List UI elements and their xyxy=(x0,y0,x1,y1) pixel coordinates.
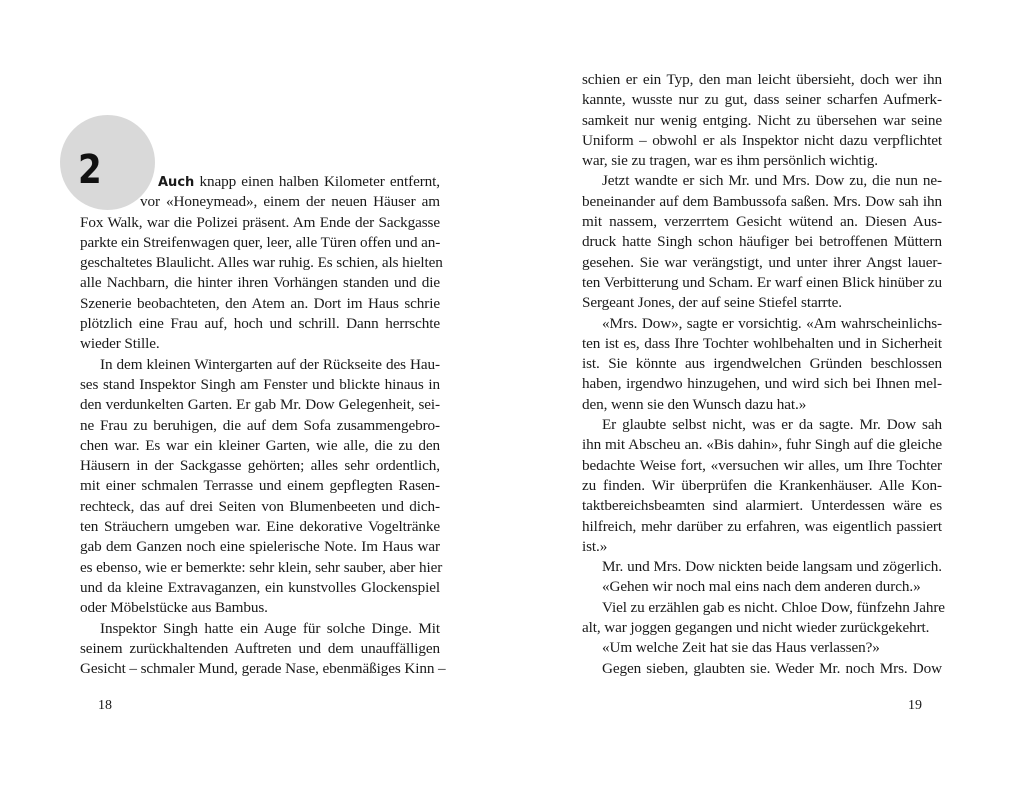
right-lines xyxy=(582,70,945,679)
text-line: Mr. und Mrs. Dow nickten beide langsam und zögerlich. xyxy=(602,558,942,576)
text-line: In dem kleinen Wintergarten auf der Rückseite des Hau- xyxy=(100,355,440,373)
text-line: haben, irgendwo hinzugehen, und wird sich bei Ihnen mel- xyxy=(582,375,942,393)
text-line: hilfreich, mehr darüber zu erfahren, was eigentlich passiert xyxy=(582,517,942,535)
text-line: den, wenn sie den Wunsch dazu hat.» xyxy=(582,395,807,413)
text-line: «Gehen wir noch mal eins nach dem anderen durch.» xyxy=(602,578,921,596)
chapter-lead-word: Auch xyxy=(158,175,195,190)
text-line: es ebenso, wie er bemerkte: sehr klein, sehr sauber, aber hier xyxy=(80,558,443,576)
text-line: Sergeant Jones, der auf seine Stiefel starrte. xyxy=(582,294,842,312)
text-line: vor «Honeymead», einem der neuen Häuser am xyxy=(140,193,440,211)
text-line: rechteck, das auf drei Seiten von Blumenbeeten und dich- xyxy=(80,497,440,515)
text-line: Häusern in der Sackgasse gehörten; alles sehr ordentlich, xyxy=(80,457,440,475)
text-line: wieder Stille. xyxy=(80,335,160,353)
text-line: ten Verbitterung und Scham. Er warf einen Blick hinüber zu xyxy=(582,273,942,291)
text-line: Jetzt wandte er sich Mr. und Mrs. Dow zu, die nun ne- xyxy=(602,172,942,190)
text-line: taktbereichsbeamten sind alarmiert. Unterdessen wäre es xyxy=(582,497,942,515)
text-line: geschaltetes Blaulicht. Alles war ruhig. Es schien, als hielten xyxy=(80,254,443,272)
text-line: chen war. Es war ein kleiner Garten, wie alle, die zu den xyxy=(80,436,440,454)
left-lines xyxy=(80,192,446,679)
text-line: mit einer schmalen Terrasse und einem gepflegten Rasen- xyxy=(80,477,440,495)
text-line: ist.» xyxy=(582,537,608,555)
text-line: ten ist es, dass Ihre Tochter wohlbehalten und in Sicherheit xyxy=(582,334,942,352)
left-page-text xyxy=(80,172,446,679)
text-line: «Mrs. Dow», sagte er vorsichtig. «Am wahrscheinlichs- xyxy=(602,314,942,332)
text-line: ten Sträuchern umgeben war. Eine dekorative Vogeltränke xyxy=(80,518,440,536)
text-line: Inspektor Singh hatte ein Auge für solche Dinge. Mit xyxy=(100,619,440,637)
text-line: ihn mit Abscheu an. «Bis dahin», fuhr Singh auf die gleiche xyxy=(582,436,942,454)
text-line: Gesicht – schmaler Mund, gerade Nase, ebenmäßiges Kinn – xyxy=(80,660,446,678)
text-line: den verdunkelten Garten. Er gab Mr. Dow Gelegenheit, sei- xyxy=(80,396,440,414)
text-line: beneinander auf dem Bambussofa saßen. Mrs. Dow sah ihn xyxy=(582,192,942,210)
text-line xyxy=(80,172,440,192)
text-line: zu finden. Wir überprüfen die Krankenhäuser. Alle Kon- xyxy=(582,476,942,494)
text-line: Viel zu erzählen gab es nicht. Chloe Dow, fünfzehn Jahre xyxy=(602,598,945,616)
text-line: ne Frau zu beruhigen, die auf dem Sofa zusammengebro- xyxy=(80,416,440,434)
text-line: oder Möbelstücke aus Bambus. xyxy=(80,599,268,617)
page-number-left: 18 xyxy=(98,698,112,713)
text-line: «Um welche Zeit hat sie das Haus verlassen?» xyxy=(602,639,880,657)
text-line: Szenerie beobachteten, den Atem an. Dort im Haus schrie xyxy=(80,294,440,312)
text-line: war, sie zu tragen, war es ihm persönlich wichtig. xyxy=(582,152,878,170)
text-line: bedachte Weise fort, «versuchen wir alles, um Ihre Tochter xyxy=(582,456,942,474)
text-line: und da kleine Extravaganzen, ein kunstvolles Glockenspiel xyxy=(80,578,440,596)
page-number-right: 19 xyxy=(908,698,922,713)
text-line: schien er ein Typ, den man leicht übersieht, doch wer ihn xyxy=(582,71,942,88)
text-line: plötzlich eine Frau auf, hoch und schrill. Dann herrschte xyxy=(80,315,440,333)
text-line: Gegen sieben, glaubten sie. Weder Mr. noch Mrs. Dow xyxy=(602,659,942,677)
text-line: gesehen. Sie war verängstigt, und unter ihrer Angst lauer- xyxy=(582,253,942,271)
text-line: ses stand Inspektor Singh am Fenster und blickte hinaus in xyxy=(80,375,440,393)
chapter-number: 2 xyxy=(78,147,102,193)
right-page xyxy=(510,0,1020,794)
text-line: samkeit nur wenig entging. Nicht zu übersehen war seine xyxy=(582,111,942,129)
text-line: alt, war joggen gegangen und nicht wieder zurückgekehrt. xyxy=(582,619,930,637)
text-line: Uniform – obwohl er als Inspektor nicht dazu verpflichtet xyxy=(582,131,942,149)
text-line: Fox Walk, war die Polizei präsent. Am Ende der Sackgasse xyxy=(80,213,440,231)
text-line: seinem zurückhaltenden Auftreten und dem unauffälligen xyxy=(80,639,440,657)
text-line: alle Nachbarn, die hinter ihren Vorhängen standen und die xyxy=(80,274,440,292)
text-line: Er glaubte selbst nicht, was er da sagte. Mr. Dow sah xyxy=(602,416,942,434)
text-line: kannte, wusste nur zu gut, dass seiner scharfen Aufmerk- xyxy=(582,91,942,109)
right-page-text xyxy=(582,70,945,679)
text-line: gab dem Ganzen noch eine spielerische Note. Im Haus war xyxy=(80,538,440,556)
text-line: mit nassem, verzerrtem Gesicht wütend an. Diesen Aus- xyxy=(582,213,942,231)
text-line: druck hatte Singh schon häufiger bei betroffenen Müttern xyxy=(582,233,942,251)
text-line: ist. Sie könnte aus irgendwelchen Gründen beschlossen xyxy=(582,355,942,373)
text-line-rest: knapp einen halben Kilometer entfernt, xyxy=(194,173,440,190)
text-line: parkte ein Streifenwagen quer, leer, alle Türen offen und an- xyxy=(80,233,441,251)
